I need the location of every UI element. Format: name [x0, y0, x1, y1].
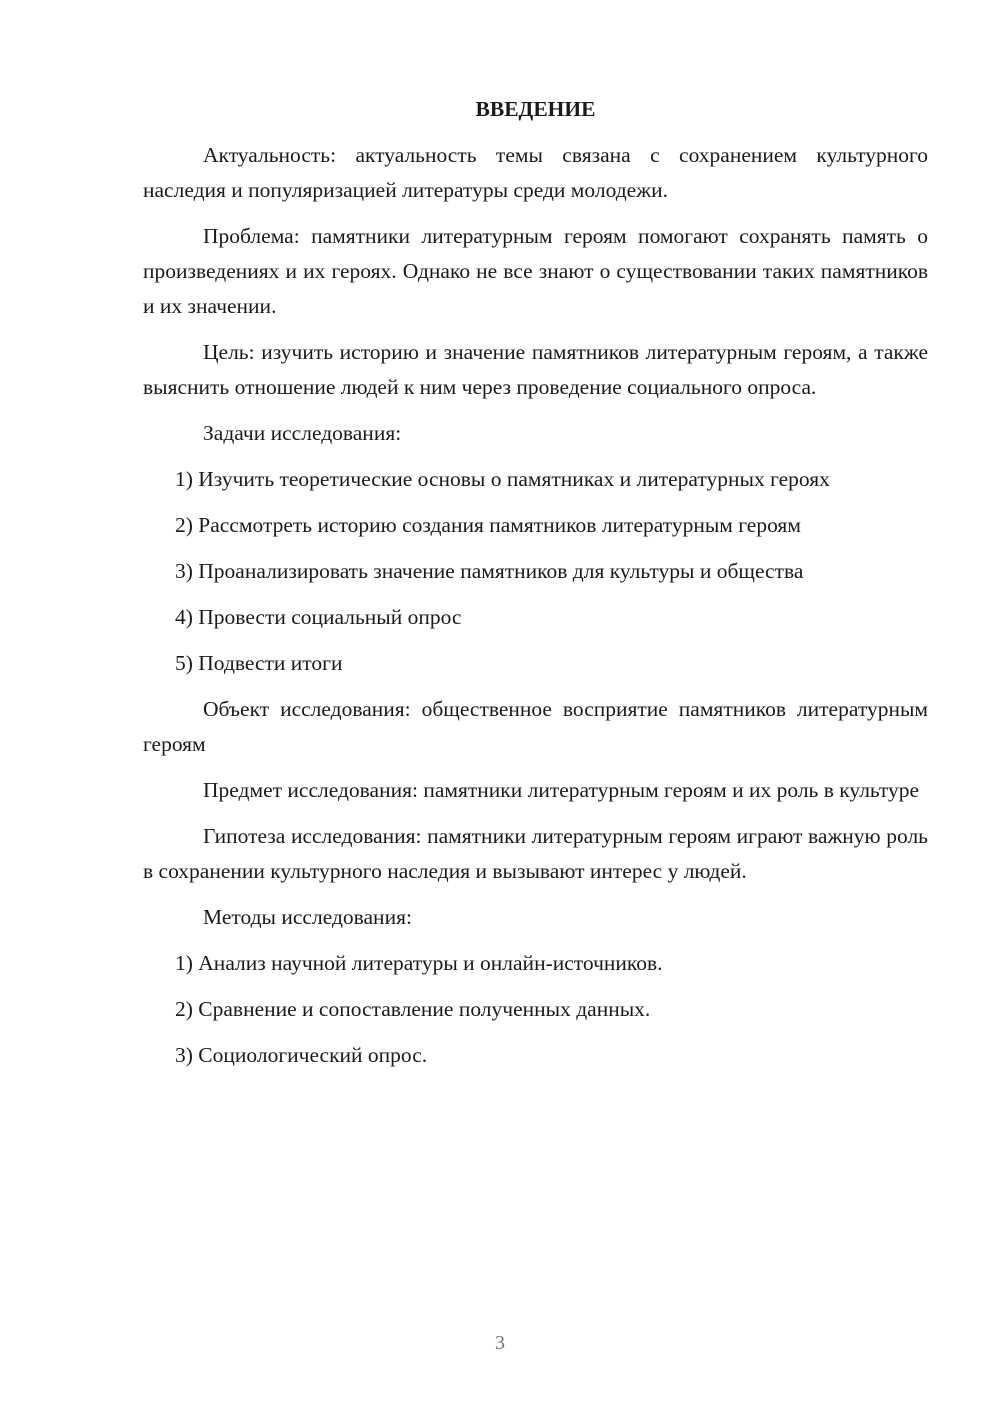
hypothesis-paragraph: Гипотеза исследования: памятники литературным героям играют важную роль в сохранении культурного наследия и вызывают интерес у людей. — [143, 824, 928, 883]
object-paragraph: Объект исследования: общественное восприятие памятников литературным героям — [143, 697, 928, 756]
task-item: 4) Провести социальный опрос — [175, 605, 462, 629]
page-number: 3 — [495, 1332, 505, 1354]
page-title: ВВЕДЕНИЕ — [475, 97, 596, 121]
relevance-paragraph: Актуальность: актуальность темы связана с сохранением культурного наследия и популяризацией литературы среди молодежи. — [143, 143, 928, 202]
method-item: 3) Социологический опрос. — [175, 1043, 428, 1067]
method-item: 2) Сравнение и сопоставление полученных данных. — [175, 997, 651, 1021]
subject-paragraph: Предмет исследования: памятники литературным героям и их роль в культуре — [203, 778, 920, 802]
task-item: 1) Изучить теоретические основы о памятниках и литературных героях — [175, 467, 830, 491]
task-item: 3) Проанализировать значение памятников для культуры и общества — [175, 559, 804, 583]
document-page — [143, 92, 928, 1084]
method-item: 1) Анализ научной литературы и онлайн-источников. — [175, 951, 663, 975]
task-item: 2) Рассмотреть историю создания памятников литературным героям — [175, 513, 801, 537]
tasks-heading: Задачи исследования: — [203, 421, 402, 445]
task-item: 5) Подвести итоги — [175, 651, 343, 675]
problem-paragraph: Проблема: памятники литературным героям помогают сохранять память о произведениях и их героях. Однако не все знают о существовании таких памятников и их значении. — [143, 224, 928, 318]
methods-heading: Методы исследования: — [203, 905, 412, 929]
goal-paragraph: Цель: изучить историю и значение памятников литературным героям, а также выяснить отношение людей к ним через проведение социального опроса. — [143, 340, 928, 399]
